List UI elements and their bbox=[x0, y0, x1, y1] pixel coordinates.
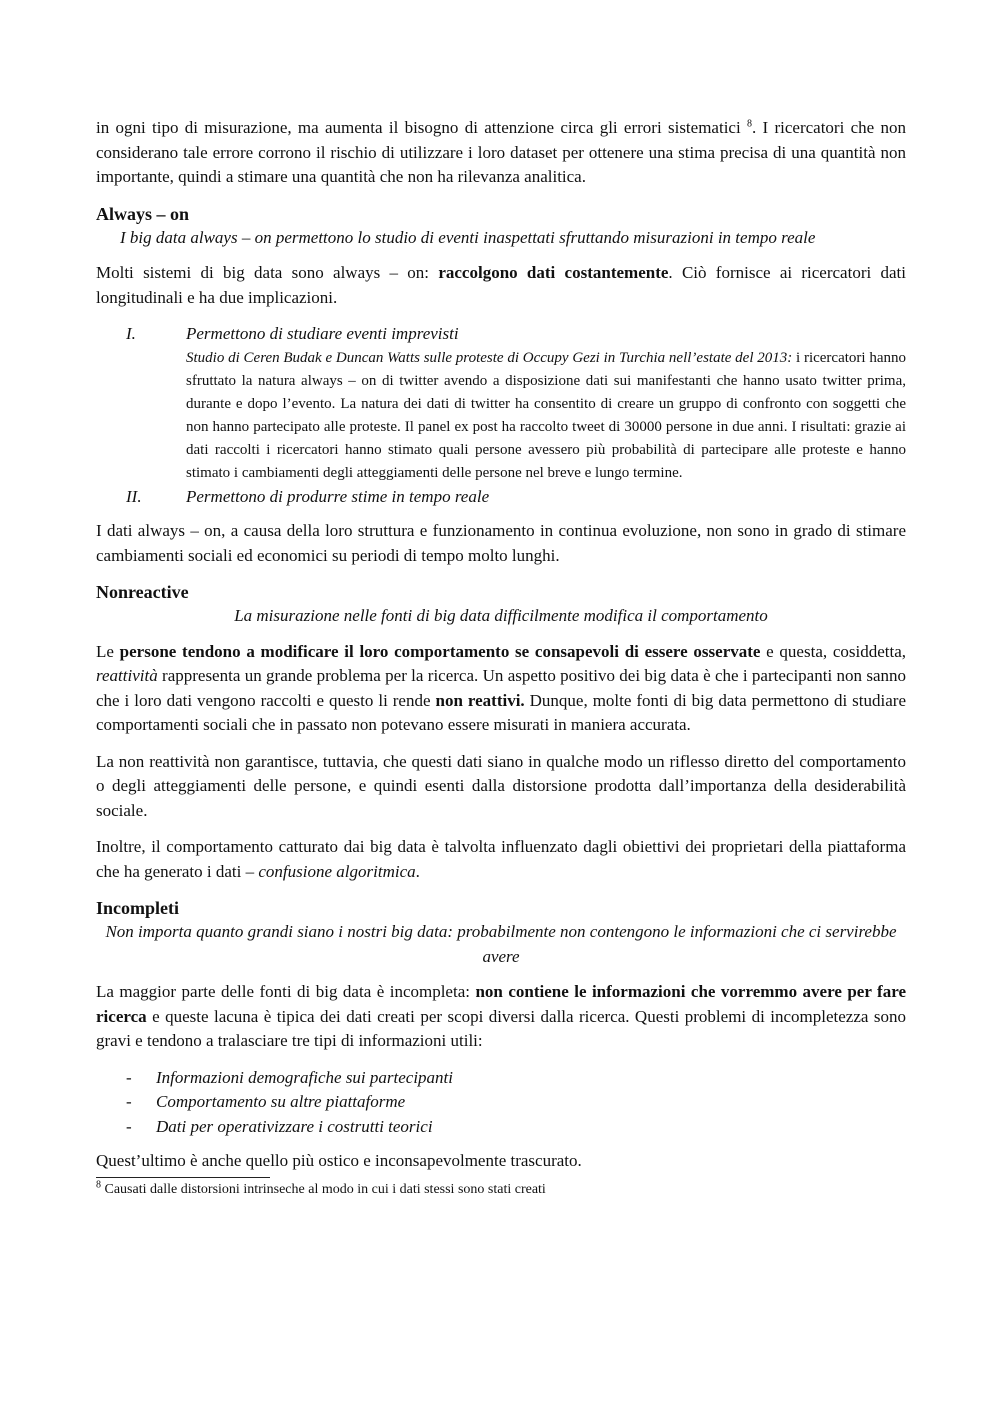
dash-bullet: - bbox=[126, 1092, 132, 1111]
list-item bbox=[96, 1115, 906, 1140]
list-number: I. bbox=[126, 324, 136, 343]
text-run: Inoltre, il comportamento catturato dai big data è talvolta influenzato dagli obiettivi dei proprietari della piattaforma che ha generato i dati – bbox=[96, 837, 906, 881]
footnote-text: Causati dalle distorsioni intrinseche al modo in cui i dati stessi sono stati creati bbox=[101, 1181, 546, 1197]
list-item bbox=[96, 1066, 906, 1091]
bold-run: non reattivi. bbox=[435, 690, 525, 710]
heading-always-on: Always – on bbox=[96, 203, 190, 224]
dash-list bbox=[96, 1066, 906, 1140]
list-item-body bbox=[186, 347, 906, 485]
heading-nonreactive: Nonreactive bbox=[96, 582, 189, 602]
document-page bbox=[96, 116, 906, 1199]
nonreactive-paragraph-3 bbox=[96, 835, 906, 884]
list-item-text: Informazioni demografiche sui partecipanti bbox=[156, 1067, 454, 1087]
subtitle-always-on: I big data always – on permettono lo studio di eventi inaspettati sfruttando misurazioni in tempo reale bbox=[120, 227, 816, 247]
text-run: i ricercatori hanno sfruttato la natura always – on di twitter avendo a disposizione dati sui manifestanti che hanno usato twitter prima, durante e dopo l’evento. La natura dei dati di twitter ha consentito di creare un gruppo di confronto con soggetti che non hanno partecipato alle proteste. Il panel ex post ha raccolto tweet di 30000 persone in due anni. I risultati: grazie ai dati raccolti i ricercatori hanno stimato quali persone avessero più probabilità di partecipare alle proteste e hanno stimato i cambiamenti degli atteggiamenti delle persone nel breve e lungo termine. bbox=[186, 349, 906, 481]
text-run: . bbox=[415, 861, 420, 881]
footnote-ref[interactable]: 8 bbox=[746, 118, 752, 130]
dash-bullet: - bbox=[126, 1116, 132, 1136]
list-item bbox=[96, 322, 906, 485]
text-run: rappresenta un grande problema per la ricerca. Un aspetto positivo dei big data è che i partecipanti non sanno che i loro dati vengono raccolti e questo li rende bbox=[96, 666, 906, 710]
text-run: La maggior parte delle fonti di big data è incompleta: bbox=[96, 982, 476, 1001]
incompleti-paragraph-2: Quest’ultimo è anche quello più ostico e inconsapevolmente trascurato. bbox=[96, 1151, 582, 1170]
heading-incompleti: Incompleti bbox=[96, 898, 179, 918]
text-run: Dunque, molte fonti di big data permettono di studiare comportamenti sociali che in passato non potevano essere misurati in maniera accurata. bbox=[96, 690, 906, 734]
incompleti-paragraph-1 bbox=[96, 980, 906, 1054]
list-item-text: Comportamento su altre piattaforme bbox=[156, 1092, 406, 1111]
text-run: Le bbox=[96, 641, 120, 661]
roman-list bbox=[96, 322, 906, 509]
list-item-title: Permettono di produrre stime in tempo reale bbox=[186, 486, 490, 506]
text-run: . Ciò fornisce ai ricercatori dati longitudinali e ha due implicazioni. bbox=[96, 263, 906, 307]
intro-paragraph bbox=[96, 116, 906, 190]
always-on-paragraph-1 bbox=[96, 261, 906, 310]
subtitle-nonreactive: La misurazione nelle fonti di big data difficilmente modifica il comportamento bbox=[234, 606, 768, 625]
text-run: e queste lacuna è tipica dei dati creati per scopi diversi dalla ricerca. Questi problemi di incompletezza sono gravi e tendono a tralasciare tre tipi di informazioni utili: bbox=[96, 1006, 906, 1050]
italic-run: Studio di Ceren Budak e Duncan Watts sulle proteste di Occupy Gezi in Turchia nell’estate del 2013: bbox=[186, 349, 793, 366]
intro-text-continued: . I ricercatori che non considerano tale errore corrono il rischio di utilizzare i loro dataset per ottenere una stima precisa di una quantità non importante, quindi a stimare una quantità che non ha rilevanza analitica. bbox=[96, 118, 906, 186]
dash-bullet: - bbox=[126, 1067, 132, 1087]
text-run: Molti sistemi di big data sono always – on: bbox=[96, 263, 439, 282]
list-number: II. bbox=[126, 486, 142, 506]
bold-run: non contiene le informazioni che vorremmo avere per fare ricerca bbox=[96, 982, 907, 1026]
footnote bbox=[96, 1178, 906, 1199]
always-on-paragraph-2: I dati always – on, a causa della loro struttura e funzionamento in continua evoluzione, non sono in grado di stimare cambiamenti sociali ed economici su periodi di tempo molto lunghi. bbox=[96, 521, 906, 565]
list-item bbox=[96, 485, 906, 510]
italic-run: confusione algoritmica bbox=[258, 861, 416, 881]
list-item bbox=[96, 1090, 906, 1115]
nonreactive-paragraph-1 bbox=[96, 640, 906, 738]
intro-text: in ogni tipo di misurazione, ma aumenta il bisogno di attenzione circa gli errori sistematici bbox=[96, 118, 747, 137]
footnote-number: 8 bbox=[96, 1178, 101, 1190]
footnote-divider bbox=[96, 1177, 270, 1178]
nonreactive-paragraph-2: La non reattività non garantisce, tuttavia, che questi dati siano in qualche modo un riflesso diretto del comportamento o degli atteggiamenti delle persone, e quindi esenti dalla distorsione prodotta dall’importanza della desiderabilità sociale. bbox=[96, 751, 906, 820]
list-item-title: Permettono di studiare eventi imprevisti bbox=[186, 324, 459, 343]
italic-run: reattività bbox=[96, 666, 158, 685]
bold-run: persone tendono a modificare il loro comportamento se consapevoli di essere osservate bbox=[119, 641, 761, 661]
subtitle-incompleti: Non importa quanto grandi siano i nostri big data: probabilmente non contengono le informazioni che ci servirebbe avere bbox=[105, 922, 897, 966]
bold-run: raccolgono dati costantemente bbox=[438, 263, 669, 282]
text-run: e questa, cosiddetta, bbox=[760, 641, 906, 661]
list-item-text: Dati per operativizzare i costrutti teorici bbox=[156, 1116, 433, 1136]
